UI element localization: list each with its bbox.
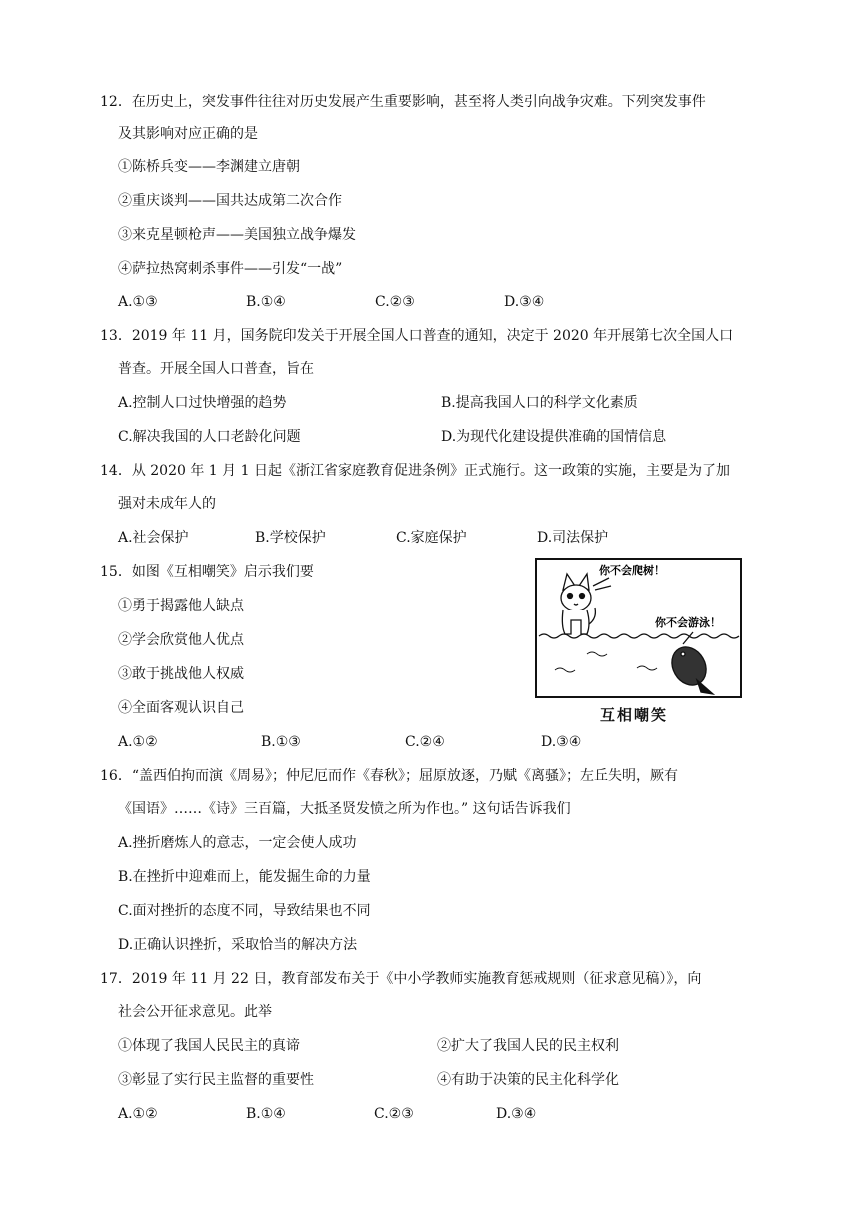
q14-stem-line1: 14．从 2020 年 1 月 1 日起《浙江省家庭教育促进条例》正式施行。这一政策的实施，主要是为了加 (100, 463, 730, 479)
q12-item-1: ①陈桥兵变——李渊建立唐朝 (118, 159, 300, 175)
wave-1 (587, 652, 607, 656)
q15-item-3: ③敢于挑战他人权威 (118, 666, 244, 682)
q14-option-a: A.社会保护 (118, 530, 189, 546)
q13-option-b: B.提高我国人口的科学文化素质 (441, 395, 638, 411)
q12-option-b: B.①④ (246, 294, 286, 310)
q16-option-b: B.在挫折中迎难而上，能发掘生命的力量 (118, 869, 371, 885)
q12-item-3: ③来克星顿枪声——美国独立战争爆发 (118, 227, 356, 243)
q12-option-c: C.②③ (375, 294, 415, 310)
q15-stem: 15．如图《互相嘲笑》启示我们要 (100, 564, 314, 580)
q15-option-b: B.①③ (261, 734, 301, 750)
q15-item-2: ②学会欣赏他人优点 (118, 632, 244, 648)
q17-option-a: A.①② (118, 1106, 158, 1122)
q13-stem-line1: 13．2019 年 11 月，国务院印发关于开展全国人口普查的通知，决定于 2020 年开展第七次全国人口 (100, 328, 734, 344)
q16-option-a: A.挫折磨炼人的意志，一定会使人成功 (118, 835, 357, 851)
cartoon-drawing (537, 560, 740, 696)
wave-2 (555, 668, 575, 672)
cat-speech: 你不会爬树！ (599, 564, 665, 577)
q15-option-a: A.①② (118, 734, 158, 750)
q17-item-2: ②扩大了我国人民的民主权利 (437, 1038, 619, 1054)
q17-stem-line2: 社会公开征求意见。此举 (118, 1004, 272, 1020)
cartoon-figure (535, 558, 742, 698)
q13-option-c: C.解决我国的人口老龄化问题 (118, 429, 301, 445)
q15-option-c: C.②④ (405, 734, 445, 750)
q16-stem-line2: 《国语》……《诗》三百篇，大抵圣贤发愤之所为作也。” 这句话告诉我们 (118, 801, 571, 817)
q14-option-d: D.司法保护 (537, 530, 609, 546)
q17-item-1: ①体现了我国人民民主的真谛 (118, 1038, 300, 1054)
q15-item-4: ④全面客观认识自己 (118, 700, 244, 716)
q13-option-a: A.控制人口过快增强的趋势 (118, 395, 287, 411)
q17-stem-line1: 17．2019 年 11 月 22 日，教育部发布关于《中小学教师实施教育惩戒规则（征求意见稿）》，向 (100, 971, 702, 987)
q12-item-4: ④萨拉热窝刺杀事件——引发“一战” (118, 261, 343, 277)
q12-stem-line1: 12．在历史上，突发事件往往对历史发展产生重要影响，甚至将人类引向战争灾难。下列突发事件 (100, 94, 706, 110)
q12-option-a: A.①③ (118, 294, 158, 310)
q12-stem-line2: 及其影响对应正确的是 (118, 126, 258, 142)
q16-option-d: D.正确认识挫折，采取恰当的解决方法 (118, 937, 358, 953)
q17-option-d: D.③④ (496, 1106, 537, 1122)
q12-item-2: ②重庆谈判——国共达成第二次合作 (118, 193, 342, 209)
q15-option-d: D.③④ (541, 734, 582, 750)
q14-option-c: C.家庭保护 (396, 530, 467, 546)
q15-item-1: ①勇于揭露他人缺点 (118, 598, 244, 614)
fish-speech: 你不会游泳！ (655, 616, 721, 629)
fish-icon (665, 632, 713, 694)
wave-3 (637, 666, 657, 670)
q17-item-4: ④有助于决策的民主化科学化 (437, 1072, 619, 1088)
q14-option-b: B.学校保护 (255, 530, 326, 546)
q13-stem-line2: 普查。开展全国人口普查，旨在 (118, 361, 314, 377)
q12-option-d: D.③④ (504, 294, 545, 310)
cat-icon (561, 574, 611, 634)
q14-stem-line2: 强对未成年人的 (118, 496, 216, 512)
q17-item-3: ③彰显了实行民主监督的重要性 (118, 1072, 314, 1088)
q17-option-b: B.①④ (246, 1106, 286, 1122)
q16-option-c: C.面对挫折的态度不同，导致结果也不同 (118, 903, 371, 919)
q16-stem-line1: 16．“盖西伯拘而演《周易》；仲尼厄而作《春秋》；屈原放逐，乃赋《离骚》；左丘失明，厥有 (100, 768, 678, 784)
q13-option-d: D.为现代化建设提供准确的国情信息 (441, 429, 667, 445)
cartoon-caption: 互相嘲笑 (600, 706, 669, 724)
q17-option-c: C.②③ (374, 1106, 414, 1122)
